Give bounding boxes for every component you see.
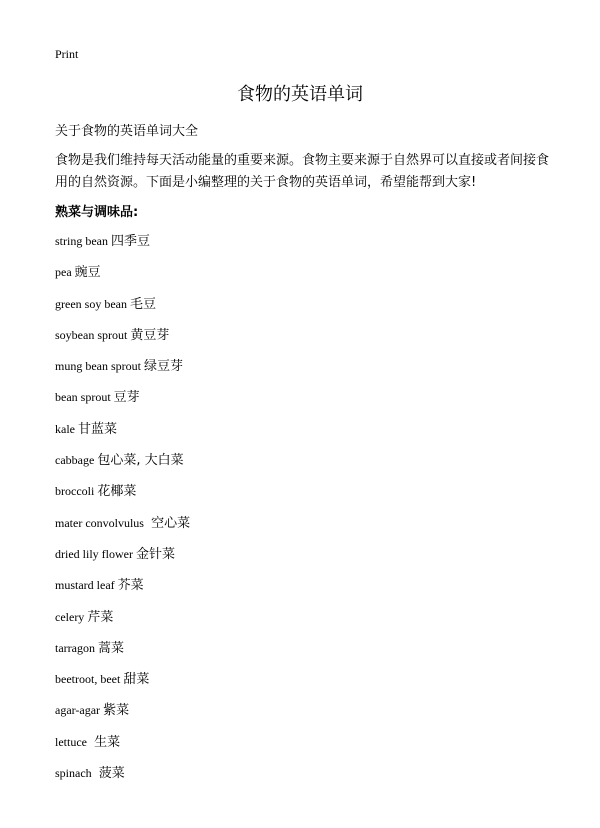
vocab-item bbox=[55, 385, 190, 416]
vocab-item bbox=[55, 698, 190, 729]
vocab-english: green soy bean bbox=[55, 296, 127, 311]
vocab-item bbox=[55, 542, 190, 573]
vocab-english: agar-agar bbox=[55, 703, 101, 718]
page-title: 食物的英语单词 bbox=[237, 84, 363, 105]
vocab-english: mung bean sprout bbox=[55, 359, 141, 374]
vocab-english: mater convolvulus bbox=[55, 515, 144, 530]
vocab-english: kale bbox=[55, 421, 75, 436]
vocab-english: lettuce bbox=[55, 734, 87, 749]
vocab-chinese: 绿豆芽 bbox=[144, 359, 184, 375]
vocab-chinese: 豌豆 bbox=[74, 265, 101, 281]
vocab-chinese: 四季豆 bbox=[111, 234, 151, 249]
vocab-english: broccoli bbox=[55, 484, 95, 499]
vocab-english: beetroot, beet bbox=[55, 672, 121, 687]
vocab-item bbox=[55, 667, 190, 698]
vocab-chinese: 豆芽 bbox=[113, 390, 140, 406]
vocab-chinese: 甘蓝菜 bbox=[78, 421, 118, 437]
vocab-english: celery bbox=[55, 609, 85, 624]
vocab-english: spinach bbox=[55, 766, 92, 781]
vocab-item bbox=[55, 417, 190, 448]
vocab-chinese: 毛豆 bbox=[129, 296, 156, 312]
vocab-english: string bean bbox=[55, 234, 108, 248]
vocab-chinese: 紫菜 bbox=[103, 703, 130, 719]
vocab-chinese: 芥菜 bbox=[117, 578, 144, 594]
vocab-english: soybean sprout bbox=[55, 327, 128, 342]
vocab-chinese: 空心菜 bbox=[146, 515, 191, 531]
vocab-item bbox=[55, 292, 190, 323]
vocab-english: tarragon bbox=[55, 640, 95, 655]
vocab-chinese: 包心菜, 大白菜 bbox=[97, 453, 184, 469]
vocab-item bbox=[55, 229, 190, 260]
vocab-item bbox=[55, 605, 190, 636]
vocab-chinese: 黄豆芽 bbox=[130, 327, 170, 343]
vocab-english: bean sprout bbox=[55, 390, 111, 405]
vocab-list bbox=[55, 229, 190, 792]
section-heading: 熟菜与调味品: bbox=[55, 205, 139, 220]
vocab-item bbox=[55, 479, 190, 510]
vocab-item bbox=[55, 636, 190, 667]
vocab-chinese: 芹菜 bbox=[87, 609, 114, 625]
vocab-english: cabbage bbox=[55, 453, 95, 468]
vocab-item bbox=[55, 730, 190, 761]
vocab-item bbox=[55, 354, 190, 385]
vocab-item bbox=[55, 511, 190, 542]
vocab-chinese: 甜菜 bbox=[123, 672, 150, 688]
vocab-item bbox=[55, 761, 190, 792]
print-link[interactable]: Print bbox=[55, 47, 79, 61]
vocab-english: mustard leaf bbox=[55, 578, 115, 593]
vocab-item bbox=[55, 448, 190, 479]
vocab-chinese: 蒿菜 bbox=[97, 640, 124, 656]
vocab-english: dried lily flower bbox=[55, 546, 133, 561]
vocab-chinese: 生菜 bbox=[89, 734, 121, 750]
vocab-english: pea bbox=[55, 265, 72, 280]
vocab-chinese: 花椰菜 bbox=[97, 484, 137, 500]
intro-paragraph: 食物是我们维持每天活动能量的重要来源。食物主要来源于自然界可以直接或者间接食用的自然资源。下面是小编整理的关于食物的英语单词，希望能帮到大家! bbox=[55, 153, 550, 190]
vocab-item bbox=[55, 260, 190, 291]
page-subtitle: 关于食物的英语单词大全 bbox=[55, 124, 199, 139]
vocab-item bbox=[55, 573, 190, 604]
vocab-item bbox=[55, 323, 190, 354]
vocab-chinese: 菠菜 bbox=[94, 766, 125, 782]
vocab-chinese: 金针菜 bbox=[135, 546, 175, 562]
